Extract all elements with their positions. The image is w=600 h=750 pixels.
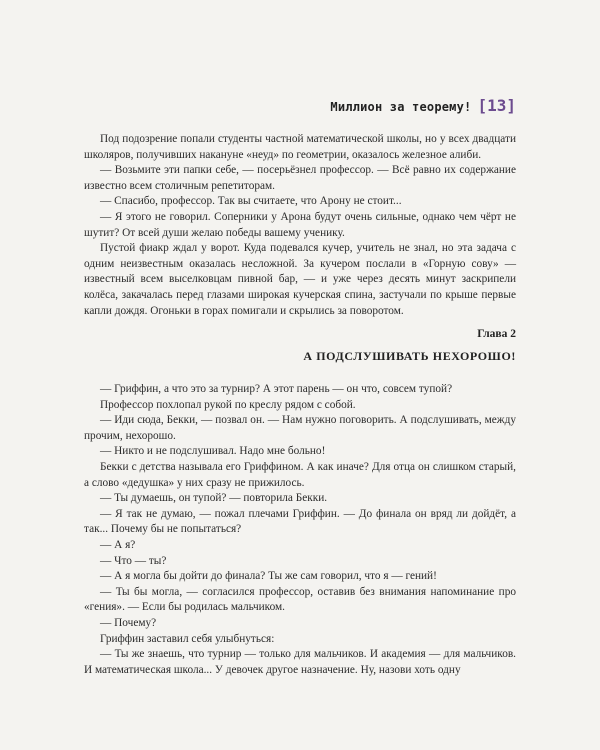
running-header [330, 96, 516, 115]
paragraph: — Ты же знаешь, что турнир — только для мальчиков. И академия — для мальчиков. И математическая школа... У девочек другое назначение. Ну, назови хоть одну [84, 648, 516, 676]
paragraph: Бекки с детства называла его Гриффином. А как иначе? Для отца он слишком старый, а слово «дедушка» у них сразу не прижилось. [84, 460, 516, 489]
paragraph: — Гриффин, а что это за турнир? А этот парень — он что, совсем тупой? [100, 383, 453, 395]
paragraph: — Я так не думаю, — пожал плечами Гриффин. — До финала он вряд ли дойдёт, а так... Почему бы не попытаться? [84, 507, 516, 536]
paragraph: — А я? [100, 538, 136, 551]
paragraph: — А я могла бы дойти до финала? Ты же сам говорил, что я — гений! [100, 570, 437, 583]
paragraph: — Что — ты? [100, 554, 167, 567]
page-number: [13] [477, 96, 516, 115]
paragraph: Пустой фиакр ждал у ворот. Куда подевался кучер, учитель не знал, но эта задача с одним неизвестным оказалась несложной. За кучером послали в «Горную сову» — известный всем выселковцам пивной бар, — и уже через десять минут заскрипели колёса, закачалась перед глазами широкая кучерская спина, застучали по крыше первые капли дождя. Огоньки в горах помигали и скрылись за поворотом. [84, 242, 516, 317]
paragraph: — Ты бы могла, — согласился профессор, оставив без внимания напоминание про «гения». — Если бы родилась мальчиком. [84, 585, 516, 614]
paragraph: — Почему? [100, 616, 157, 629]
paragraph: — Возьмите эти папки себе, — посерьёзнел профессор. — Всё равно их содержание известно всем столичным репетиторам. [84, 164, 516, 192]
paragraph: — Я этого не говорил. Соперники у Арона будут очень сильные, однако чем чёрт не шутит? От всей души желаю победы вашему ученику. [84, 210, 516, 239]
paragraph: Под подозрение попали студенты частной математической школы, но у всех двадцати школяров, получивших накануне «неуд» по геометрии, оказалось железное алиби. [84, 133, 516, 161]
paragraph: — Ты думаешь, он тупой? — повторила Бекки. [100, 492, 328, 505]
paragraph: — Спасибо, профессор. Так вы считаете, что Арону не стоит... [100, 195, 402, 208]
text-block-bottom [84, 382, 516, 678]
paragraph: Гриффин заставил себя улыбнуться: [100, 632, 275, 645]
book-title: Миллион за теорему! [330, 100, 472, 114]
paragraph: — Никто и не подслушивал. Надо мне больно! [100, 445, 326, 458]
paragraph: Профессор похлопал рукой по креслу рядом с собой. [100, 398, 356, 411]
paragraph: — Иди сюда, Бекки, — позвал он. — Нам нужно поговорить. А подслушивать, между прочим, нехорошо. [84, 414, 516, 442]
text-block-top [84, 132, 516, 319]
chapter-label: Глава 2 [477, 328, 516, 340]
chapter-title: А ПОДСЛУШИВАТЬ НЕХОРОШО! [303, 349, 516, 363]
